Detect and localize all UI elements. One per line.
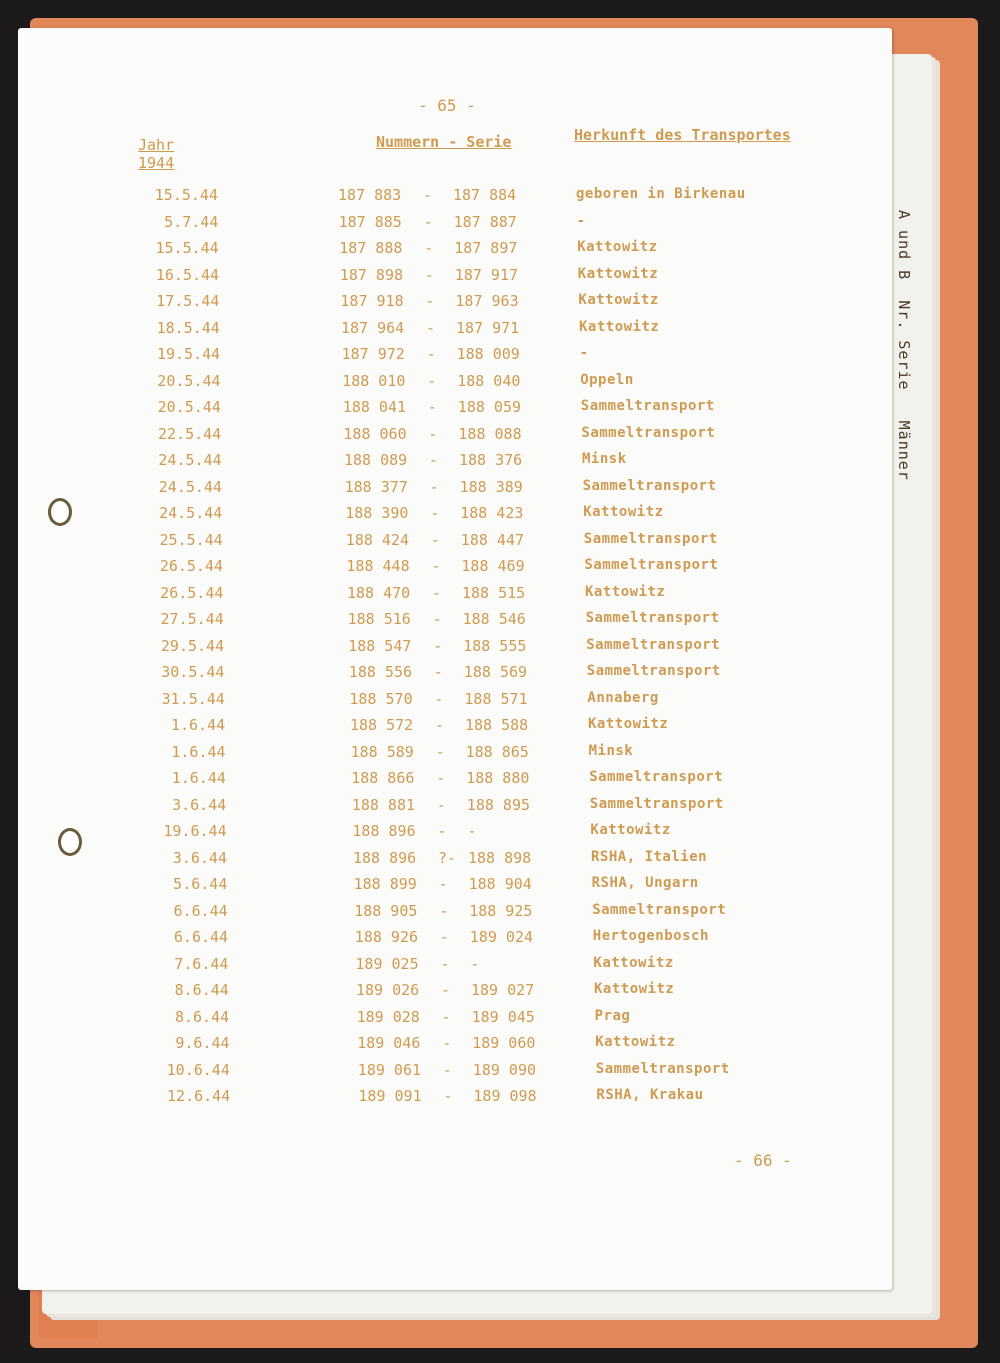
row-number-from: 188 516 xyxy=(347,610,411,628)
row-origin: Sammeltransport xyxy=(584,557,719,573)
row-date: 31.5.44 xyxy=(161,689,225,708)
row-origin: RSHA, Krakau xyxy=(596,1087,704,1103)
table-row xyxy=(18,663,818,685)
table-row xyxy=(18,690,818,712)
row-number-from: 188 589 xyxy=(350,742,414,761)
row-separator: - xyxy=(423,186,433,204)
row-number-to: - xyxy=(470,954,480,973)
row-separator: ?- xyxy=(438,848,457,867)
row-number-to: 189 027 xyxy=(471,981,535,999)
row-number-to: 188 059 xyxy=(457,398,522,416)
row-number-from: 189 026 xyxy=(356,981,420,999)
row-date: 15.5.44 xyxy=(154,186,218,204)
row-separator: - xyxy=(439,901,449,920)
table-row xyxy=(18,584,818,606)
row-number-to: 188 588 xyxy=(465,716,529,734)
row-number-from: 188 926 xyxy=(354,928,419,946)
row-date: 12.6.44 xyxy=(167,1087,231,1105)
row-date: 5.7.44 xyxy=(164,212,219,231)
row-number-from: 188 905 xyxy=(354,901,418,920)
table-row xyxy=(18,504,818,526)
row-number-from: 189 025 xyxy=(355,954,419,973)
table-row xyxy=(18,637,818,659)
row-origin: Hertogenbosch xyxy=(592,928,709,944)
row-date: 6.6.44 xyxy=(173,928,229,946)
table-row xyxy=(18,955,818,977)
table-row xyxy=(18,557,818,579)
row-separator: - xyxy=(439,928,449,946)
row-origin: Sammeltransport xyxy=(589,769,724,785)
row-number-from: 187 898 xyxy=(339,265,404,284)
row-number-to: 188 569 xyxy=(463,663,528,681)
row-date: 19.6.44 xyxy=(163,822,227,840)
row-number-from: 188 547 xyxy=(348,636,412,655)
row-separator: - xyxy=(430,530,440,549)
row-origin: Minsk xyxy=(588,742,634,759)
row-separator: - xyxy=(433,663,443,681)
row-separator: - xyxy=(428,424,438,443)
row-number-from: 188 377 xyxy=(344,477,408,496)
row-date: 18.5.44 xyxy=(156,318,220,337)
row-separator: - xyxy=(426,318,436,337)
row-number-from: 188 470 xyxy=(347,583,411,602)
row-number-from: 188 424 xyxy=(345,530,410,549)
row-number-to: 188 546 xyxy=(462,610,526,628)
row-date: 6.6.44 xyxy=(173,901,228,920)
origin-header: Herkunft des Transportes xyxy=(574,126,791,144)
row-number-to: 188 376 xyxy=(459,451,523,469)
year-header xyxy=(138,136,174,172)
row-number-to: 187 884 xyxy=(453,186,517,204)
row-date: 29.5.44 xyxy=(160,636,225,655)
row-number-to: 189 060 xyxy=(472,1034,536,1052)
row-number-to: 188 040 xyxy=(457,371,521,390)
row-date: 26.5.44 xyxy=(160,583,224,602)
row-number-to: 187 897 xyxy=(454,239,518,257)
row-number-from: 187 888 xyxy=(339,239,403,257)
row-separator: - xyxy=(431,557,441,575)
row-number-to: 188 898 xyxy=(468,848,532,867)
row-separator: - xyxy=(425,292,435,310)
table-row xyxy=(18,186,818,208)
row-separator: - xyxy=(429,451,439,469)
row-separator: - xyxy=(433,636,443,655)
row-number-from: 188 041 xyxy=(342,398,407,416)
row-number-from: 189 091 xyxy=(358,1087,422,1105)
row-number-from: 188 570 xyxy=(349,689,413,708)
row-origin: - xyxy=(579,345,589,361)
table-row xyxy=(18,213,818,235)
table-row xyxy=(18,266,818,288)
row-number-from: 188 896 xyxy=(353,848,417,867)
row-number-to: 187 887 xyxy=(453,212,517,231)
row-date: 3.6.44 xyxy=(172,848,227,867)
row-number-to: 188 895 xyxy=(466,795,531,814)
table-row xyxy=(18,928,818,950)
row-number-from: 188 390 xyxy=(345,504,409,522)
table-row xyxy=(18,319,818,341)
row-date: 8.6.44 xyxy=(174,1007,230,1026)
table-row xyxy=(18,1008,818,1030)
table-row xyxy=(18,292,818,314)
row-separator: - xyxy=(427,398,437,416)
row-origin: Kattowitz xyxy=(578,292,659,308)
row-date: 22.5.44 xyxy=(158,424,222,443)
row-origin: RSHA, Italien xyxy=(591,848,708,865)
folder-side-label: A und B Nr. Serie Männer xyxy=(895,210,913,481)
row-number-from: 189 061 xyxy=(357,1060,422,1079)
row-number-from: 189 028 xyxy=(356,1007,420,1026)
row-date: 10.6.44 xyxy=(166,1060,230,1079)
row-origin: RSHA, Ungarn xyxy=(591,875,699,891)
row-date: 7.6.44 xyxy=(174,954,229,973)
row-number-from: 187 964 xyxy=(341,318,405,337)
row-number-to: - xyxy=(467,822,477,840)
row-date: 1.6.44 xyxy=(171,716,226,734)
row-number-from: 188 448 xyxy=(346,557,410,575)
row-date: 27.5.44 xyxy=(160,610,224,628)
table-row xyxy=(18,425,818,447)
document-page xyxy=(18,28,892,1290)
row-origin: Kattowitz xyxy=(577,239,658,255)
row-separator: - xyxy=(440,954,450,973)
row-number-from: 188 060 xyxy=(343,424,407,443)
table-row xyxy=(18,531,818,553)
table-row xyxy=(18,345,818,367)
table-row xyxy=(18,239,818,261)
row-date: 24.5.44 xyxy=(159,504,223,522)
table-row xyxy=(18,1034,818,1056)
row-number-to: 188 865 xyxy=(465,742,529,761)
row-origin: Annaberg xyxy=(587,689,659,706)
table-row xyxy=(18,372,818,394)
row-separator: - xyxy=(443,1087,453,1105)
row-separator: - xyxy=(427,371,437,390)
row-number-from: 187 972 xyxy=(341,345,405,363)
table-row xyxy=(18,716,818,738)
row-number-to: 188 469 xyxy=(461,557,525,575)
row-number-from: 189 046 xyxy=(357,1034,421,1052)
row-date: 20.5.44 xyxy=(157,398,221,416)
row-separator: - xyxy=(441,1007,451,1026)
row-origin: Sammeltransport xyxy=(585,610,720,626)
row-separator: - xyxy=(432,610,442,628)
row-origin: Kattowitz xyxy=(583,504,664,520)
row-separator: - xyxy=(424,239,434,257)
row-origin: geboren in Birkenau xyxy=(576,186,746,202)
row-date: 16.5.44 xyxy=(155,265,220,284)
row-date: 15.5.44 xyxy=(155,239,219,257)
row-origin: Kattowitz xyxy=(590,822,671,838)
row-number-to: 188 389 xyxy=(459,477,523,496)
row-date: 25.5.44 xyxy=(159,530,223,549)
table-row xyxy=(18,610,818,632)
table-row xyxy=(18,743,818,765)
row-number-from: 188 881 xyxy=(351,795,416,814)
year-header-label: Jahr xyxy=(138,136,175,154)
row-number-to: 189 098 xyxy=(473,1087,537,1105)
row-separator: - xyxy=(441,981,451,999)
row-separator: - xyxy=(434,689,444,708)
row-number-to: 188 925 xyxy=(469,901,533,920)
row-number-from: 187 885 xyxy=(338,212,402,231)
row-date: 1.6.44 xyxy=(171,769,226,787)
row-origin: Sammeltransport xyxy=(595,1060,730,1077)
row-origin: Kattowitz xyxy=(579,318,660,335)
row-date: 19.5.44 xyxy=(156,345,221,363)
numbers-header: Nummern - Serie xyxy=(376,133,512,151)
row-origin: Oppeln xyxy=(580,371,634,388)
row-date: 24.5.44 xyxy=(158,477,222,496)
row-number-to: 188 880 xyxy=(466,769,530,787)
table-row xyxy=(18,478,818,500)
table-row xyxy=(18,849,818,871)
row-separator: - xyxy=(426,345,436,363)
row-number-to: 189 045 xyxy=(471,1007,535,1026)
row-number-to: 188 904 xyxy=(468,875,532,893)
row-origin: Sammeltransport xyxy=(589,795,724,812)
row-number-from: 188 866 xyxy=(351,769,415,787)
row-date: 5.6.44 xyxy=(173,875,228,893)
row-number-from: 188 899 xyxy=(353,875,417,893)
table-row xyxy=(18,1087,818,1109)
row-origin: Kattowitz xyxy=(585,583,666,600)
row-separator: - xyxy=(435,716,445,734)
row-number-to: 188 555 xyxy=(463,636,527,655)
row-number-from: 188 010 xyxy=(342,371,406,390)
row-separator: - xyxy=(432,583,442,602)
row-separator: - xyxy=(437,822,447,840)
row-date: 30.5.44 xyxy=(161,663,225,681)
row-origin: Kattowitz xyxy=(593,954,674,971)
table-row xyxy=(18,796,818,818)
year-header-value: 1944 xyxy=(138,154,175,172)
row-separator: - xyxy=(442,1034,452,1052)
row-separator: - xyxy=(438,875,448,893)
row-origin: Sammeltransport xyxy=(581,424,716,441)
table-row xyxy=(18,822,818,844)
row-origin: Kattowitz xyxy=(588,716,669,732)
row-number-to: 188 571 xyxy=(464,689,528,708)
row-date: 24.5.44 xyxy=(158,451,222,469)
table-row xyxy=(18,981,818,1003)
row-origin: Sammeltransport xyxy=(586,636,721,653)
row-separator: - xyxy=(430,504,440,522)
row-date: 20.5.44 xyxy=(157,371,221,390)
table-row xyxy=(18,875,818,897)
table-row xyxy=(18,902,818,924)
row-number-to: 188 088 xyxy=(458,424,522,443)
row-origin: Sammeltransport xyxy=(580,398,715,414)
row-separator: - xyxy=(429,477,439,496)
row-origin: Sammeltransport xyxy=(583,530,718,547)
row-origin: Kattowitz xyxy=(595,1034,676,1050)
row-separator: - xyxy=(442,1060,452,1079)
table-row xyxy=(18,398,818,420)
row-origin: - xyxy=(576,212,586,229)
row-number-to: 188 423 xyxy=(460,504,524,522)
row-separator: - xyxy=(435,742,445,761)
row-number-to: 189 024 xyxy=(469,928,534,946)
row-origin: Sammeltransport xyxy=(586,663,721,679)
table-row xyxy=(18,451,818,473)
row-separator: - xyxy=(424,265,434,284)
row-date: 1.6.44 xyxy=(171,742,226,761)
table-row xyxy=(18,1061,818,1083)
row-origin: Kattowitz xyxy=(577,265,659,282)
row-origin: Prag xyxy=(594,1007,631,1024)
row-number-from: 188 896 xyxy=(352,822,416,840)
row-number-from: 187 883 xyxy=(338,186,402,204)
page-number-bottom: - 66 - xyxy=(734,1151,792,1170)
row-number-to: 187 917 xyxy=(454,265,519,284)
row-number-to: 188 009 xyxy=(456,345,520,363)
row-number-to: 187 963 xyxy=(455,292,519,310)
row-origin: Minsk xyxy=(582,451,627,467)
row-number-from: 187 918 xyxy=(340,292,404,310)
row-date: 9.6.44 xyxy=(175,1034,230,1052)
page-number-top: - 65 - xyxy=(418,96,476,115)
row-date: 17.5.44 xyxy=(156,292,220,310)
row-origin: Sammeltransport xyxy=(592,901,727,918)
row-number-to: 188 515 xyxy=(462,583,526,602)
row-number-from: 188 089 xyxy=(344,451,408,469)
row-origin: Kattowitz xyxy=(594,981,675,997)
row-number-to: 187 971 xyxy=(456,318,520,337)
row-date: 8.6.44 xyxy=(174,981,229,999)
row-separator: - xyxy=(423,212,433,231)
table-row xyxy=(18,769,818,791)
row-number-from: 188 556 xyxy=(348,663,413,681)
row-date: 3.6.44 xyxy=(172,795,227,814)
row-separator: - xyxy=(436,769,446,787)
row-number-from: 188 572 xyxy=(350,716,414,734)
row-number-to: 188 447 xyxy=(460,530,525,549)
row-date: 26.5.44 xyxy=(159,557,224,575)
row-number-to: 189 090 xyxy=(472,1060,537,1079)
row-separator: - xyxy=(436,795,446,814)
row-origin: Sammeltransport xyxy=(582,477,717,494)
